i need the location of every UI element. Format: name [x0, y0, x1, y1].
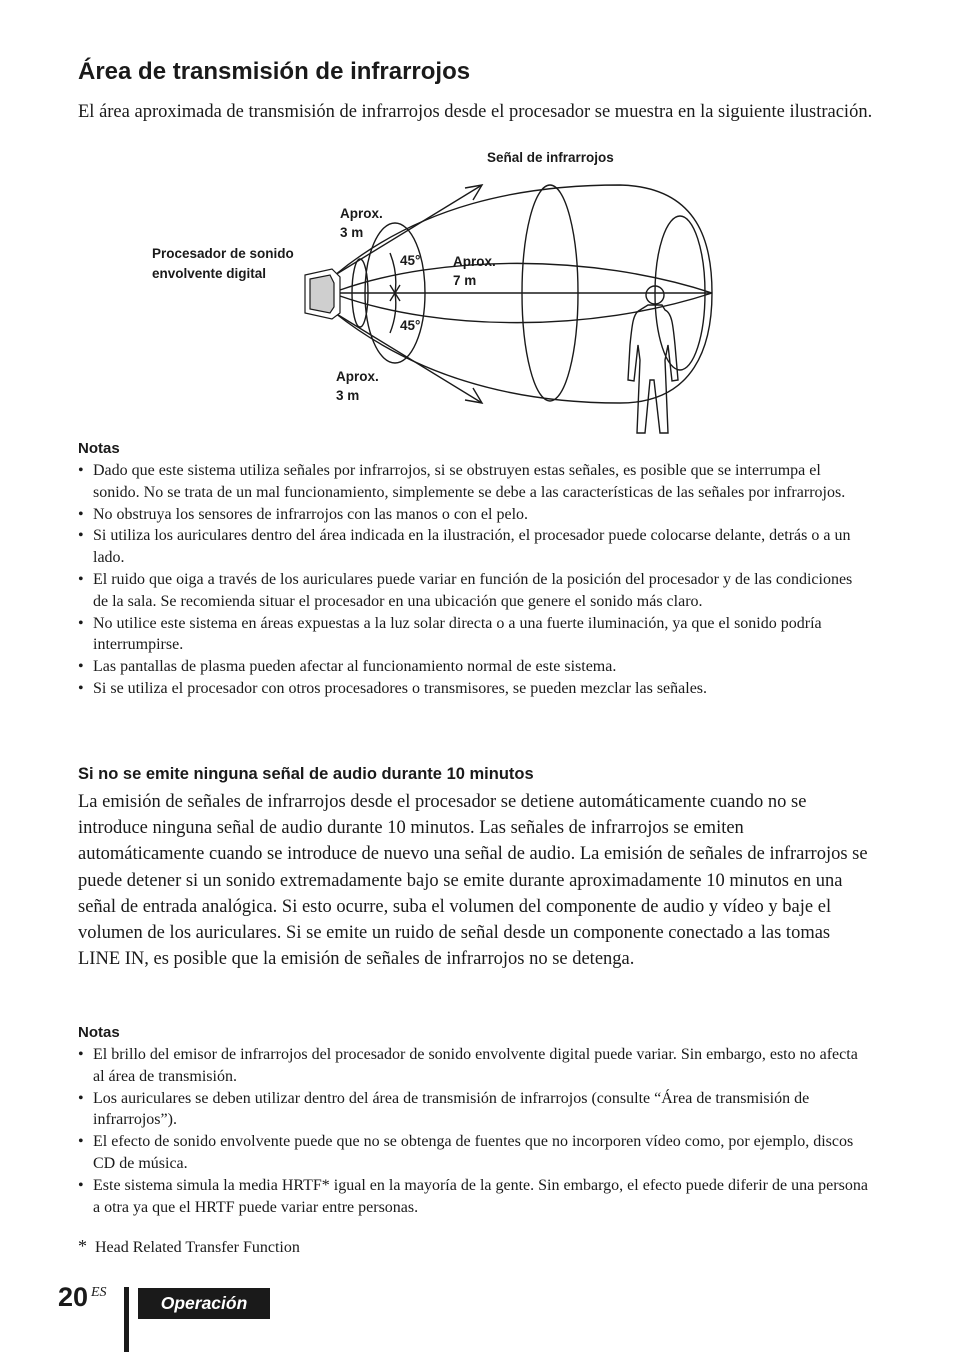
footnote: [78, 1236, 300, 1257]
upper-distance-line1: Aprox.: [340, 206, 383, 221]
list-item: • El brillo del emisor de infrarrojos del procesador de sonido envolvente digital puede variar. Sin embargo, esto no afecta al área de transmisión.: [78, 1044, 868, 1088]
page-number: 20: [58, 1282, 89, 1312]
processor-label-line1: Procesador de sonido: [152, 246, 294, 261]
center-distance-line1: Aprox.: [453, 254, 496, 269]
angle-label-lower: 45°: [400, 318, 421, 333]
signal-label: Señal de infrarrojos: [487, 150, 614, 165]
ir-transmission-figure: [140, 145, 740, 445]
footnote-text: Head Related Transfer Function: [95, 1239, 300, 1256]
list-item: • Las pantallas de plasma pueden afectar al funcionamiento normal de este sistema.: [78, 656, 868, 678]
lower-distance-line2: 3 m: [336, 388, 360, 403]
lower-distance-line1: Aprox.: [336, 369, 379, 384]
ir-diagram: [140, 145, 740, 445]
list-item: • No utilice este sistema en áreas expuestas a la luz solar directa o a una fuerte iluminación, ya que el sonido podría interrumpirse.: [78, 613, 868, 657]
page-title: Área de transmisión de infrarrojos: [78, 58, 471, 85]
notes1-list: [78, 460, 868, 700]
list-item: • Si se utiliza el procesador con otros procesadores o transmisores, se pueden mezclar las señales.: [78, 678, 868, 700]
section2-heading: Si no se emite ninguna señal de audio durante 10 minutos: [78, 765, 534, 783]
angle-label-upper: 45°: [400, 253, 421, 268]
section-tab: Operación: [138, 1288, 270, 1319]
section2-body: La emisión de señales de infrarrojos desde el procesador se detiene automáticamente cuando no se introduce ninguna señal de audio durante 10 minutos. Las señales de infrarrojos se emiten automáticamente cuando se introduce de nuevo una señal de audio. La emisión de señales de infrarrojos se puede detener si un sonido extremadamente bajo se emite durante aproximadamente 10 minutos en una señal de entrada analógica. Si esto ocurre, suba el volumen del componente de audio y vídeo y baje el volumen de los auriculares. Si se emite un ruido de señal desde un componente conectado a las tomas LINE IN, es posible que la emisión de señales de infrarrojos no se detenga.: [78, 792, 868, 970]
list-item: • El ruido que oiga a través de los auriculares puede variar en función de la posición del procesador y de las condiciones de la sala. Se recomienda situar el procesador en una ubicación que genere el sonido más claro.: [78, 569, 868, 613]
list-item: • No obstruya los sensores de infrarrojos con las manos o con el pelo.: [78, 504, 868, 526]
footer-divider: [124, 1287, 129, 1352]
footnote-mark: *: [78, 1236, 87, 1256]
page-suffix: ES: [91, 1285, 107, 1300]
notes2-heading: Notas: [78, 1024, 120, 1041]
notes1-heading: Notas: [78, 440, 120, 457]
notes2-list: [78, 1044, 868, 1218]
list-item: • Este sistema simula la media HRTF* igual en la mayoría de la gente. Sin embargo, el efecto puede diferir de una persona a otra ya que el HRTF puede variar entre personas.: [78, 1175, 868, 1219]
processor-icon: [305, 269, 340, 319]
list-item: • Si utiliza los auriculares dentro del área indicada en la ilustración, el procesador puede colocarse delante, detrás o a un lado.: [78, 525, 868, 569]
list-item: • Los auriculares se deben utilizar dentro del área de transmisión de infrarrojos (consulte “Área de transmisión de infrarrojos”).: [78, 1088, 868, 1132]
center-distance-line2: 7 m: [453, 273, 477, 288]
intro-paragraph: El área aproximada de transmisión de infrarrojos desde el procesador se muestra en la siguiente ilustración.: [78, 102, 873, 122]
processor-label-line2: envolvente digital: [152, 266, 267, 281]
list-item: • El efecto de sonido envolvente puede que no se obtenga de fuentes que no incorporen vídeo como, por ejemplo, discos CD de música.: [78, 1131, 868, 1175]
person-icon: [628, 286, 678, 433]
list-item: • Dado que este sistema utiliza señales por infrarrojos, si se obstruyen estas señales, es posible que se interrumpa el sonido. No se trata de un mal funcionamiento, simplemente se debe a las características de las señales por infrarrojos.: [78, 460, 868, 504]
upper-distance-line2: 3 m: [340, 225, 364, 240]
